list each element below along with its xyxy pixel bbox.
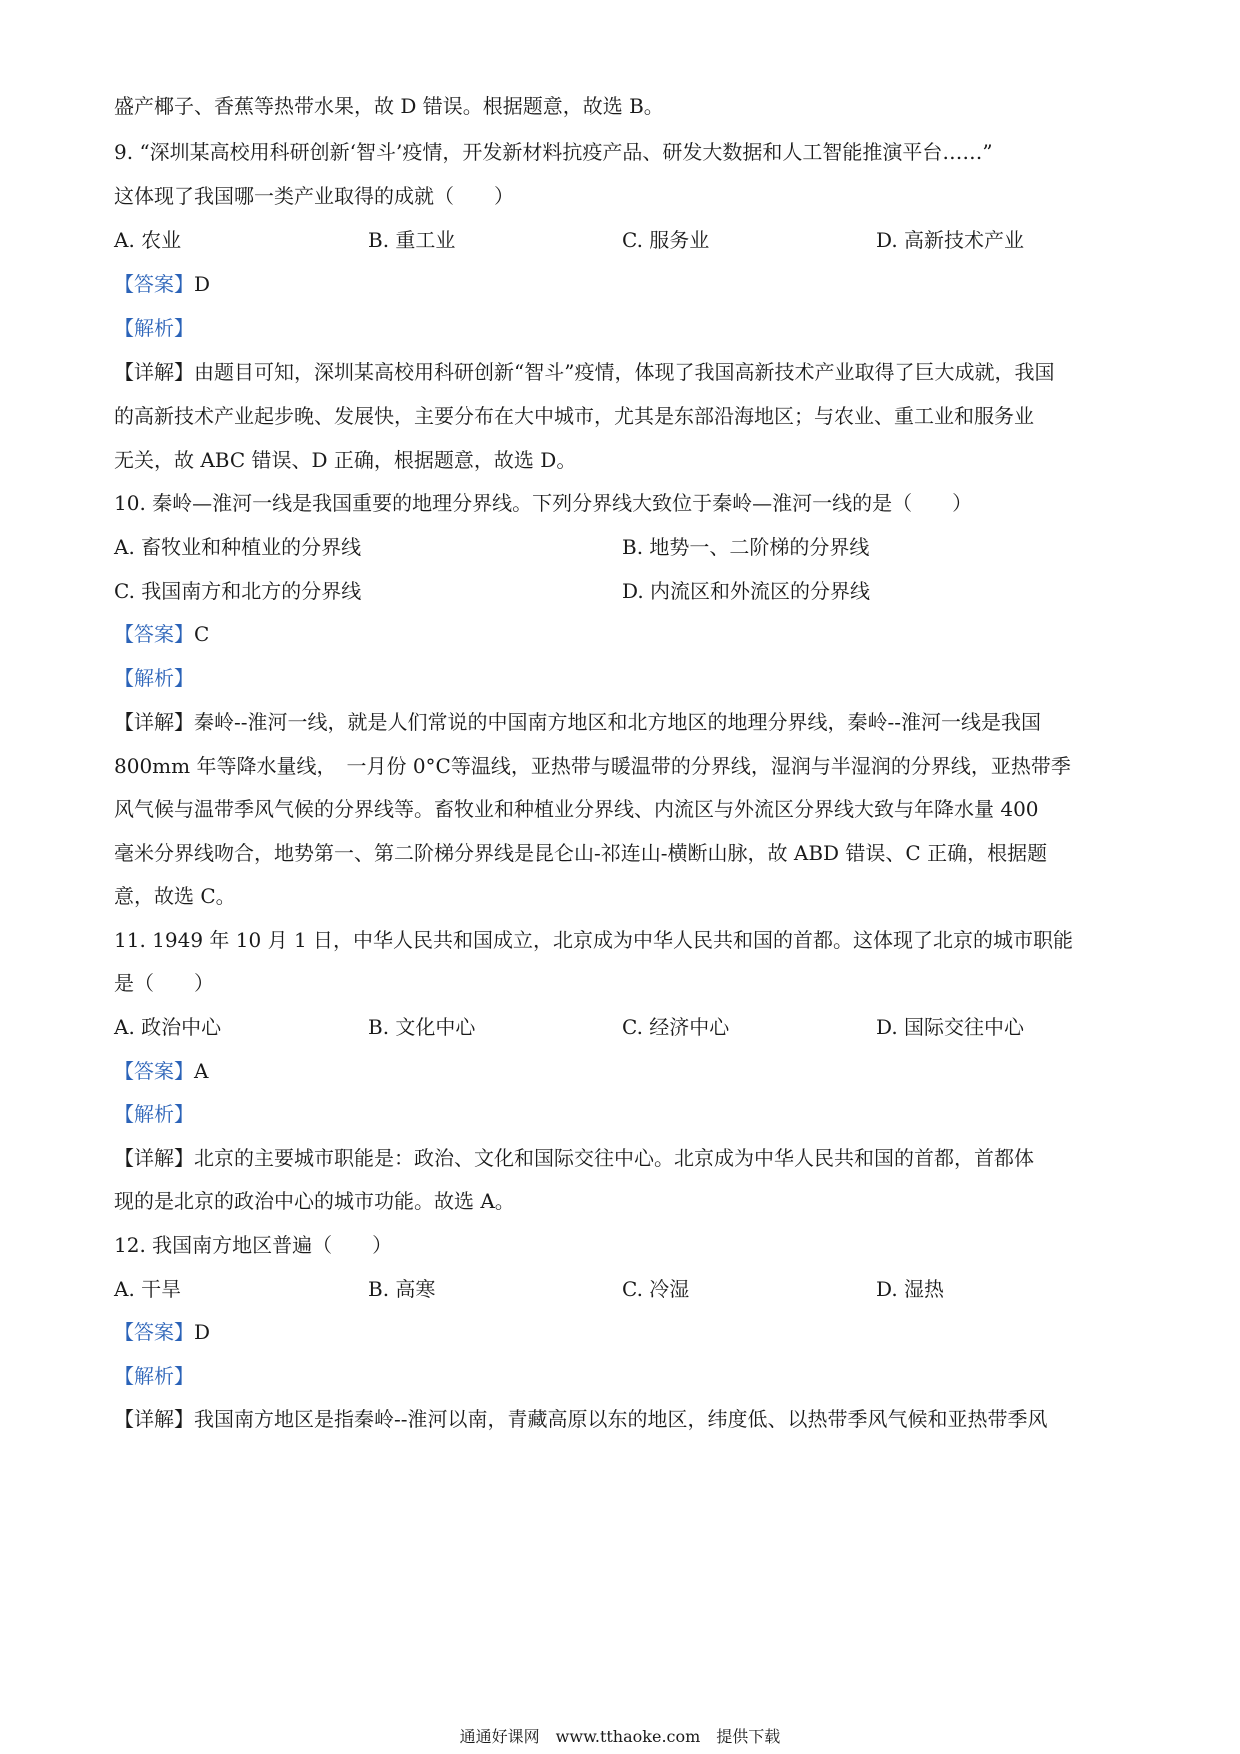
- q11-option-d: D. 国际交往中心: [876, 1015, 1025, 1039]
- q10-detail-2: 800mm 年等降水量线， 一月份 0°C等温线，亚热带与暖温带的分界线，湿润与半湿润的分界线，亚热带季: [114, 754, 1071, 778]
- question-10-stem: 10. 秦岭—淮河一线是我国重要的地理分界线。下列分界线大致位于秦岭—淮河一线的是（ ）: [114, 491, 973, 515]
- detail-tag: 【详解】: [114, 1146, 194, 1170]
- analysis-tag: 【解析】: [114, 1102, 194, 1126]
- detail-text: 秦岭--淮河一线，就是人们常说的中国南方地区和北方地区的地理分界线，秦岭--淮河一线是我国: [194, 710, 1042, 734]
- q10-detail-5: 意，故选 C。: [114, 884, 236, 908]
- detail-text: 由题目可知，深圳某高校用科研创新“智斗”疫情，体现了我国高新技术产业取得了巨大成就，我国: [194, 360, 1055, 384]
- detail-tag: 【详解】: [114, 710, 194, 734]
- answer-value: A: [194, 1059, 209, 1083]
- q12-answer: [114, 1318, 1134, 1346]
- answer-tag: 【答案】: [114, 272, 194, 296]
- question-11-stem-cont: 是（ ）: [114, 971, 214, 995]
- q10-option-b: B. 地势一、二阶梯的分界线: [622, 535, 870, 559]
- answer-value: C: [194, 622, 210, 646]
- q11-detail-2: 现的是北京的政治中心的城市功能。故选 A。: [114, 1189, 515, 1213]
- question-9-stem-cont: 这体现了我国哪一类产业取得的成就（ ）: [114, 184, 514, 208]
- q10-answer: [114, 620, 1134, 648]
- q11-answer: [114, 1057, 1134, 1085]
- q12-analysis-label: [114, 1362, 1134, 1390]
- q9-answer: [114, 270, 1134, 298]
- q12-option-b: B. 高寒: [368, 1277, 436, 1301]
- detail-text: 北京的主要城市职能是：政治、文化和国际交往中心。北京成为中华人民共和国的首都，首都体: [194, 1146, 1034, 1170]
- q12-option-d: D. 湿热: [876, 1277, 945, 1301]
- answer-tag: 【答案】: [114, 1059, 194, 1083]
- q10-analysis-label: [114, 664, 1134, 692]
- q9-option-c: C. 服务业: [622, 228, 710, 252]
- q12-option-a: A. 干旱: [114, 1277, 182, 1301]
- q10-option-a: A. 畜牧业和种植业的分界线: [114, 535, 362, 559]
- q9-detail-3: 无关，故 ABC 错误、D 正确，根据题意，故选 D。: [114, 448, 577, 472]
- q11-option-c: C. 经济中心: [622, 1015, 730, 1039]
- q9-detail-1: [114, 358, 1134, 386]
- analysis-tag: 【解析】: [114, 1364, 194, 1388]
- question-12-stem: 12. 我国南方地区普遍（ ）: [114, 1233, 393, 1257]
- detail-text: 我国南方地区是指秦岭--淮河以南，青藏高原以东的地区，纬度低、以热带季风气候和亚热带季风: [194, 1407, 1048, 1431]
- q10-detail-4: 毫米分界线吻合，地势第一、第二阶梯分界线是昆仑山-祁连山-横断山脉，故 ABD 错误、C 正确，根据题: [114, 841, 1048, 865]
- q10-option-c: C. 我国南方和北方的分界线: [114, 579, 362, 603]
- answer-value: D: [194, 1320, 211, 1344]
- question-9-stem: 9. “深圳某高校用科研创新‘智斗’疫情，开发新材料抗疫产品、研发大数据和人工智能推演平台……”: [114, 140, 993, 164]
- q9-detail-2: 的高新技术产业起步晚、发展快，主要分布在大中城市，尤其是东部沿海地区；与农业、重工业和服务业: [114, 404, 1034, 428]
- q12-detail-1: [114, 1405, 1134, 1433]
- detail-tag: 【详解】: [114, 360, 194, 384]
- text-line: 盛产椰子、香蕉等热带水果，故 D 错误。根据题意，故选 B。: [114, 94, 664, 118]
- q9-analysis-label: [114, 314, 1134, 342]
- q11-option-b: B. 文化中心: [368, 1015, 476, 1039]
- detail-tag: 【详解】: [114, 1407, 194, 1431]
- q10-detail-1: [114, 708, 1134, 736]
- q11-detail-1: [114, 1144, 1134, 1172]
- q12-option-c: C. 冷湿: [622, 1277, 690, 1301]
- q10-detail-3: 风气候与温带季风气候的分界线等。畜牧业和种植业分界线、内流区与外流区分界线大致与年降水量 400: [114, 797, 1039, 821]
- q9-option-b: B. 重工业: [368, 228, 456, 252]
- answer-tag: 【答案】: [114, 622, 194, 646]
- q10-option-d: D. 内流区和外流区的分界线: [622, 579, 871, 603]
- q11-analysis-label: [114, 1100, 1134, 1128]
- answer-value: D: [194, 272, 211, 296]
- analysis-tag: 【解析】: [114, 666, 194, 690]
- q9-option-d: D. 高新技术产业: [876, 228, 1025, 252]
- page-footer: 通通好课网 www.tthaoke.com 提供下载: [459, 1727, 781, 1746]
- q11-option-a: A. 政治中心: [114, 1015, 222, 1039]
- q9-option-a: A. 农业: [114, 228, 182, 252]
- analysis-tag: 【解析】: [114, 316, 194, 340]
- answer-tag: 【答案】: [114, 1320, 194, 1344]
- question-11-stem: 11. 1949 年 10 月 1 日，中华人民共和国成立，北京成为中华人民共和国的首都。这体现了北京的城市职能: [114, 928, 1074, 952]
